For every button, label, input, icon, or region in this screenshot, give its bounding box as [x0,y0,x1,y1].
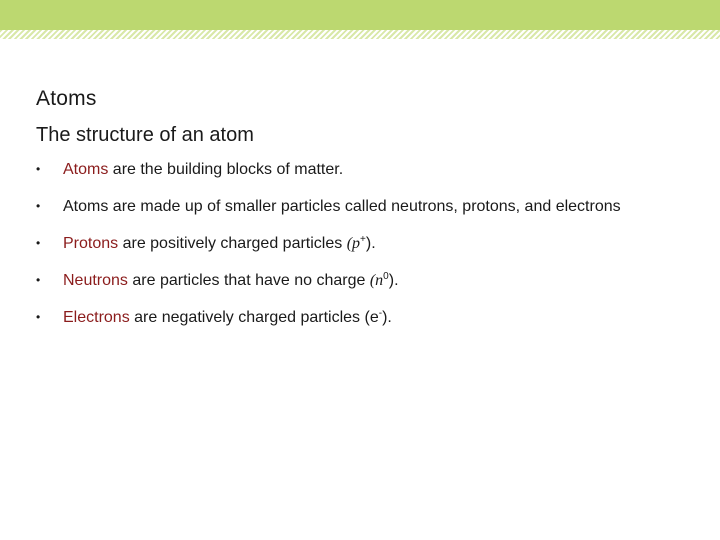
bullet-text: are negatively charged particles [129,309,365,326]
close-paren: ). [365,235,376,252]
charge-superscript: + [360,234,366,245]
charge-superscript: 0 [383,271,389,282]
bullet-dot-icon: • [36,236,41,250]
open-paren: ( [369,272,376,289]
bullet-text: are positively charged particles [118,235,347,252]
bullet-text: are the building blocks of matter. [108,161,344,178]
bullet-text: are particles that have no charge [127,272,370,289]
bullet-dot-icon: • [36,273,41,287]
slide-title: Atoms [36,87,97,110]
bullet-dot-icon: • [36,162,41,176]
header-stripe-pattern [0,30,720,39]
slide-subtitle: The structure of an atom [36,124,254,146]
highlight-term: Protons [63,235,119,252]
particle-symbol: n [375,272,384,289]
bullet-item [36,308,676,327]
bullet-item [36,160,676,179]
close-paren: ). [382,309,392,326]
particle-symbol: e [369,309,379,326]
close-paren: ). [388,272,399,289]
highlight-term: Atoms [63,161,109,178]
highlight-term: Neutrons [63,272,128,289]
charge-superscript: - [378,308,383,319]
bullet-dot-icon: • [36,310,41,324]
open-paren: ( [346,235,353,252]
bullet-item [36,197,676,216]
bullet-item [36,234,676,253]
bullet-item [36,271,676,290]
bullet-dot-icon: • [36,199,41,213]
highlight-term: Electrons [63,309,130,326]
bullet-text: Atoms are made up of smaller particles called neutrons, protons, and electrons [63,198,621,215]
open-paren: ( [364,309,370,326]
header-color-bar [0,0,720,30]
bullet-list [36,160,676,345]
particle-symbol: p [352,235,361,252]
